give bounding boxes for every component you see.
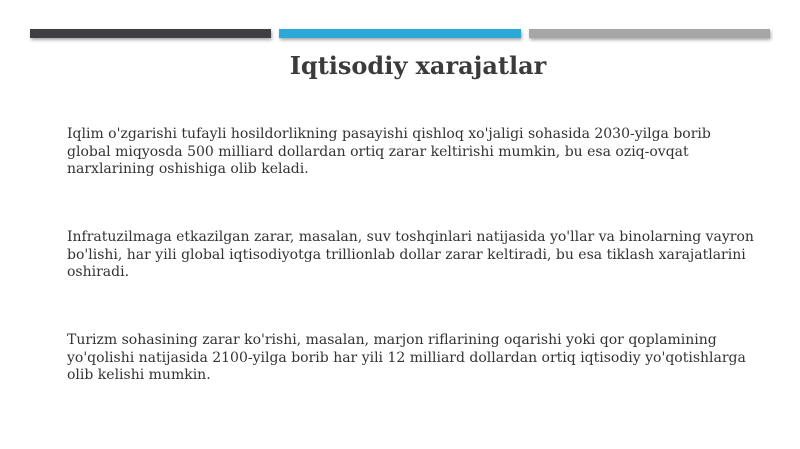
accent-bar-dark xyxy=(30,29,271,38)
accent-bar-gray xyxy=(529,29,770,38)
paragraph-tourism: Turizm sohasining zarar ko'rishi, masalan, marjon riflarining oqarishi yoki qor qoplamining yo'qolishi natijasida 2100-yilga borib har yili 12 milliard dollardan ortiq iqtisodiy yo'qotishlarga olib kelishi mumkin. xyxy=(67,332,746,383)
paragraph-agriculture: Iqlim o'zgarishi tufayli hosildorlikning pasayishi qishloq xo'jaligi sohasida 2030-yilga borib global miqyosda 500 milliard dollardan ortiq zarar keltirishi mumkin, bu esa oziq-ovqat narxlarining oshishiga olib keladi. xyxy=(67,126,711,177)
accent-bar-blue xyxy=(279,29,521,38)
paragraph-infrastructure: Infratuzilmaga etkazilgan zarar, masalan, suv toshqinlari natijasida yo'llar va binolarning vayron bo'lishi, har yili global iqtisodiyotga trillionlab dollar zarar keltiradi, bu esa tiklash xarajatlarini oshiradi. xyxy=(67,229,754,280)
slide-title: Iqtisodiy xarajatlar xyxy=(289,51,547,80)
